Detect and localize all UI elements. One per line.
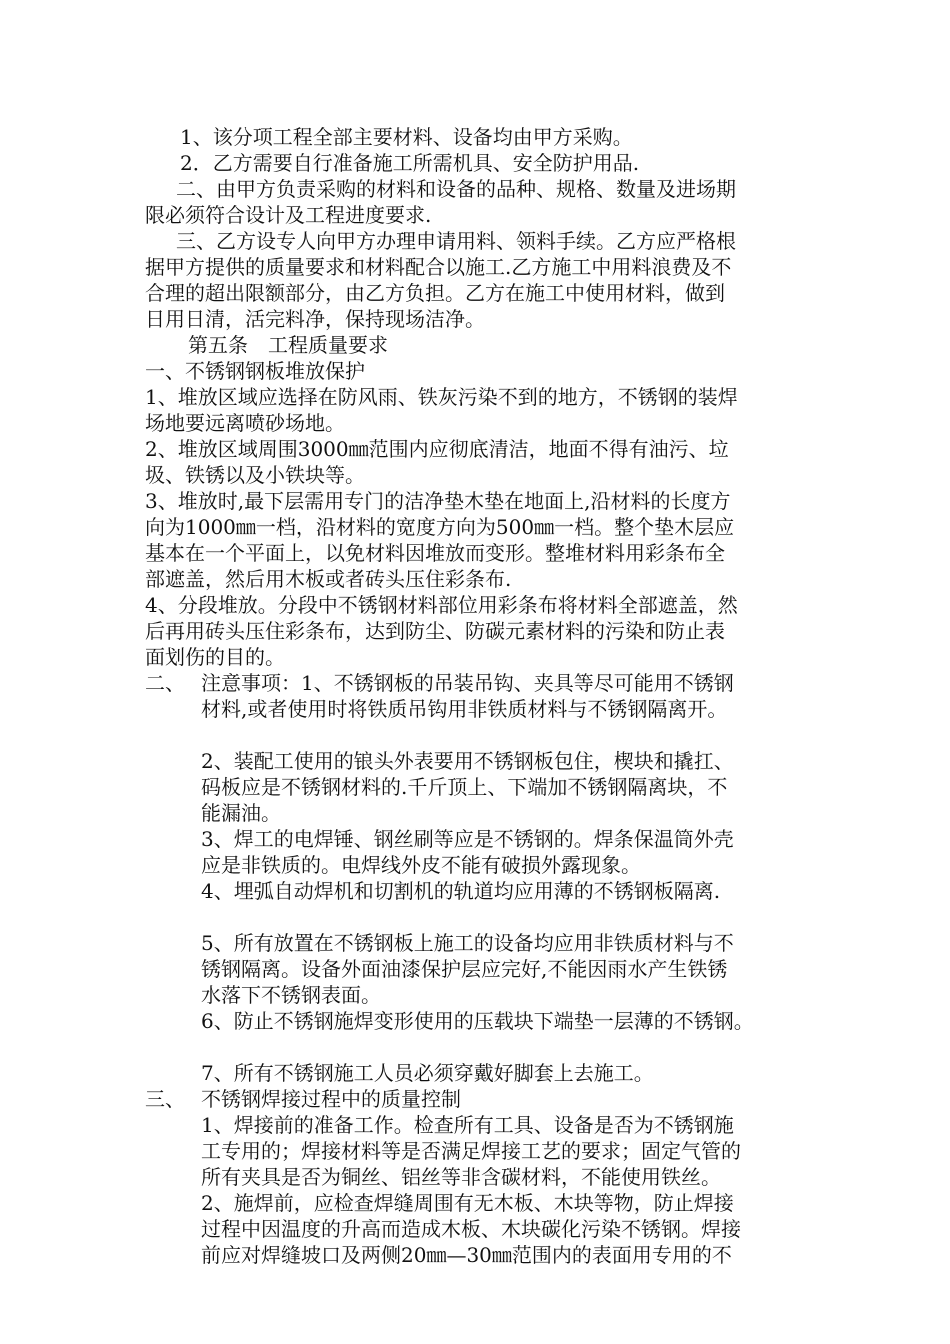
paragraph-line: 注意事项：1、不锈钢板的吊装吊钩、夹具等尽可能用不锈钢 xyxy=(201,671,734,695)
paragraph-line: 限必须符合设计及工程进度要求. xyxy=(145,203,432,227)
paragraph-line: 1、堆放区域应选择在防风雨、铁灰污染不到的地方，不锈钢的装焊 xyxy=(145,385,738,409)
subsection-heading: 不锈钢焊接过程中的质量控制 xyxy=(201,1087,461,1111)
paragraph-line: 1、该分项工程全部主要材料、设备均由甲方采购。 xyxy=(180,125,633,149)
paragraph-line: 1、焊接前的准备工作。检查所有工具、设备是否为不锈钢施 xyxy=(201,1113,734,1137)
paragraph-line: 4、埋弧自动焊机和切割机的轨道均应用薄的不锈钢板隔离. xyxy=(201,879,721,903)
paragraph-line: 能漏油。 xyxy=(201,801,281,825)
paragraph-line: 码板应是不锈钢材料的.千斤顶上、下端加不锈钢隔离块，不 xyxy=(201,775,728,799)
paragraph-line: 应是非铁质的。电焊线外皮不能有破损外露现象。 xyxy=(201,853,641,877)
paragraph-line: 2、堆放区域周围3000㎜范围内应彻底清洁，地面不得有油污、垃 xyxy=(145,437,729,461)
paragraph-line: 过程中因温度的升高而造成木板、木块碳化污染不锈钢。焊接 xyxy=(201,1217,741,1241)
paragraph-line: 工专用的；焊接材料等是否满足焊接工艺的要求；固定气管的 xyxy=(201,1139,741,1163)
paragraph-line: 部遮盖，然后用木板或者砖头压住彩条布. xyxy=(145,567,512,591)
paragraph-line: 二、由甲方负责采购的材料和设备的品种、规格、数量及进场期 xyxy=(176,177,736,201)
paragraph-line: 3、焊工的电焊锤、钢丝刷等应是不锈钢的。焊条保温筒外壳 xyxy=(201,827,734,851)
paragraph-line: 材料,或者使用时将铁质吊钩用非铁质材料与不锈钢隔离开。 xyxy=(201,697,728,721)
paragraph-line: 前应对焊缝坡口及两侧20㎜—30㎜范围内的表面用专用的不 xyxy=(201,1243,732,1267)
paragraph-line: 2、装配工使用的锒头外表要用不锈钢板包住，楔块和撬扛、 xyxy=(201,749,734,773)
paragraph-line: 场地要远离喷砂场地。 xyxy=(145,411,345,435)
list-number: 二、 xyxy=(145,671,185,695)
paragraph-line: 圾、铁锈以及小铁块等。 xyxy=(145,463,365,487)
paragraph-line: 5、所有放置在不锈钢板上施工的设备均应用非铁质材料与不 xyxy=(201,931,734,955)
section-heading: 第五条 工程质量要求 xyxy=(188,333,388,357)
list-number: 三、 xyxy=(145,1087,185,1111)
paragraph-line: 所有夹具是否为铜丝、铝丝等非含碳材料，不能使用铁丝。 xyxy=(201,1165,721,1189)
paragraph-line: 后再用砖头压住彩条布，达到防尘、防碳元素材料的污染和防止表 xyxy=(145,619,725,643)
paragraph-line: 三、乙方设专人向甲方办理申请用料、领料手续。乙方应严格根 xyxy=(176,229,736,253)
paragraph-line: 合理的超出限额部分，由乙方负担。乙方在施工中使用材料，做到 xyxy=(145,281,725,305)
paragraph-line: 水落下不锈钢表面。 xyxy=(201,983,381,1007)
paragraph-line: 基本在一个平面上，以免材料因堆放而变形。整堆材料用彩条布全 xyxy=(145,541,725,565)
paragraph-line: 锈钢隔离。设备外面油漆保护层应完好,不能因雨水产生铁锈 xyxy=(201,957,728,981)
paragraph-line: 3、堆放时,最下层需用专门的洁净垫木垫在地面上,沿材料的长度方 xyxy=(145,489,731,513)
subsection-heading: 一、不锈钢钢板堆放保护 xyxy=(145,359,365,383)
paragraph-line: 日用日清，活完料净，保持现场洁净。 xyxy=(145,307,485,331)
paragraph-line: 4、分段堆放。分段中不锈钢材料部位用彩条布将材料全部遮盖，然 xyxy=(145,593,738,617)
paragraph-line: 面划伤的目的。 xyxy=(145,645,285,669)
paragraph-line: 据甲方提供的质量要求和材料配合以施工.乙方施工中用料浪费及不 xyxy=(145,255,732,279)
paragraph-line: 向为1000㎜一档，沿材料的宽度方向为500㎜一档。整个垫木层应 xyxy=(145,515,735,539)
paragraph-line: 2、施焊前，应检查焊缝周围有无木板、木块等物，防止焊接 xyxy=(201,1191,734,1215)
paragraph-line: 7、所有不锈钢施工人员必须穿戴好脚套上去施工。 xyxy=(201,1061,654,1085)
paragraph-line: 2．乙方需要自行准备施工所需机具、安全防护用品. xyxy=(180,151,640,175)
paragraph-line: 6、防止不锈钢施焊变形使用的压载块下端垫一层薄的不锈钢。 xyxy=(201,1009,754,1033)
